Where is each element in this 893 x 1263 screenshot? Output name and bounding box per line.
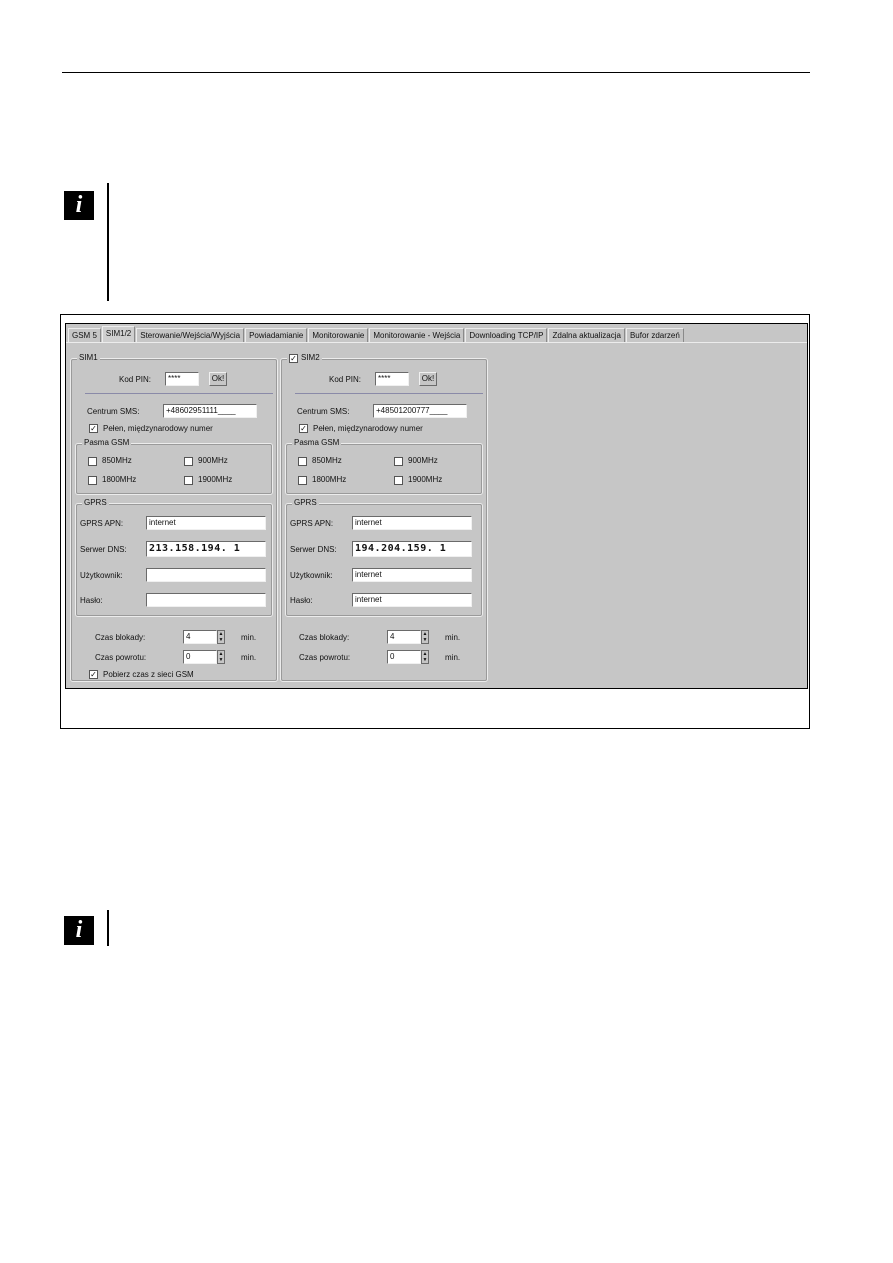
sim2-block-input[interactable]: 4 [387, 630, 421, 644]
sim2-return-spinner[interactable]: ▲ ▼ [422, 651, 428, 663]
sim2-ok-button[interactable]: Ok! [419, 372, 437, 386]
sim1-block-spinner[interactable]: ▲ ▼ [218, 631, 224, 643]
sim1-user-label: Użytkownik: [80, 571, 123, 580]
sim1-user-input[interactable] [146, 568, 266, 582]
sim1-band-1900-checkbox[interactable] [184, 476, 193, 485]
sim2-dns-input[interactable]: 194.204.159. 1 [352, 541, 472, 557]
sim2-band-1800-label: 1800MHz [312, 475, 347, 484]
sim1-block-unit: min. [241, 633, 257, 642]
sim1-band-850-checkbox[interactable] [88, 457, 97, 466]
sim2-band-1800-checkbox[interactable] [298, 476, 307, 485]
tab-powiadamianie[interactable]: Powiadamianie [245, 328, 307, 342]
sim2-return-input[interactable]: 0 [387, 650, 421, 664]
sim1-bands-title: Pasma GSM [84, 438, 130, 447]
sim2-gprs-title: GPRS [294, 498, 317, 507]
sim2-block-label: Czas blokady: [299, 633, 350, 642]
sim1-sms-input[interactable]: +48602951111____ [163, 404, 257, 418]
tab-sterowanie[interactable]: Sterowanie/Wejścia/Wyjścia [136, 328, 244, 342]
tab-monitorowanie[interactable]: Monitorowanie [308, 328, 368, 342]
sim2-bands-title: Pasma GSM [294, 438, 340, 447]
sim1-pass-input[interactable] [146, 593, 266, 607]
sim1-block-label: Czas blokady: [95, 633, 146, 642]
sim1-band-1900-label: 1900MHz [198, 475, 233, 484]
sim2-dns-label: Serwer DNS: [290, 545, 337, 554]
tab-zdalna-aktualizacja[interactable]: Zdalna aktualizacja [548, 328, 624, 342]
sim1-ok-button[interactable]: Ok! [209, 372, 227, 386]
sim2-block-spinner[interactable]: ▲ ▼ [422, 631, 428, 643]
sim2-pin-input[interactable]: **** [375, 372, 409, 386]
info-note-bar [107, 183, 109, 301]
sim1-separator [85, 393, 273, 394]
sim1-pin-label: Kod PIN: [119, 375, 152, 384]
sim2-sms-input[interactable]: +48501200777____ [373, 404, 467, 418]
tab-sim12[interactable]: SIM1/2 [102, 326, 135, 342]
tab-divider [66, 342, 807, 343]
sim2-band-900-checkbox[interactable] [394, 457, 403, 466]
sim1-apn-input[interactable]: internet [146, 516, 266, 530]
sim1-band-900-checkbox[interactable] [184, 457, 193, 466]
screenshot-frame [60, 314, 810, 729]
sim1-title: SIM1 [79, 353, 98, 362]
tab-monitorowanie-wejscia[interactable]: Monitorowanie - Wejścia [369, 328, 464, 342]
sim2-enable-checkbox[interactable]: ✓ [290, 354, 297, 363]
sim2-group [280, 353, 488, 682]
sim1-pass-label: Hasło: [80, 596, 103, 605]
sim2-return-unit: min. [445, 653, 461, 662]
sim2-apn-label: GPRS APN: [290, 519, 334, 528]
sim2-title: SIM2 [287, 353, 322, 363]
sim2-bands-group [285, 438, 483, 495]
sim2-pass-input[interactable]: internet [352, 593, 472, 607]
sim2-gprs-group [285, 498, 483, 617]
sim1-dns-input[interactable]: 213.158.194. 1 [146, 541, 266, 557]
sim1-band-900-label: 900MHz [198, 456, 228, 465]
info-icon-2: i [64, 916, 94, 945]
sim1-sms-label: Centrum SMS: [87, 407, 140, 416]
sim2-band-900-label: 900MHz [408, 456, 438, 465]
sim2-intl-checkbox[interactable]: ✓ [300, 424, 307, 433]
sim2-band-850-checkbox[interactable] [298, 457, 307, 466]
sim2-block-unit: min. [445, 633, 461, 642]
header-rule [62, 72, 810, 73]
sim1-block-input[interactable]: 4 [183, 630, 217, 644]
sim1-gprs-group [75, 498, 273, 617]
sim2-return-label: Czas powrotu: [299, 653, 351, 662]
sim1-band-850-label: 850MHz [102, 456, 132, 465]
sim1-intl-label: Pełen, międzynarodowy numer [103, 424, 213, 433]
sim1-gsm-time-label: Pobierz czas z sieci GSM [103, 670, 194, 679]
sim1-return-label: Czas powrotu: [95, 653, 147, 662]
sim1-band-1800-checkbox[interactable] [88, 476, 97, 485]
sim2-band-1900-label: 1900MHz [408, 475, 443, 484]
sim2-user-input[interactable]: internet [352, 568, 472, 582]
sim1-return-input[interactable]: 0 [183, 650, 217, 664]
info-note-bar-2 [107, 910, 109, 946]
sim2-user-label: Użytkownik: [290, 571, 333, 580]
sim2-band-1900-checkbox[interactable] [394, 476, 403, 485]
sim1-dns-label: Serwer DNS: [80, 545, 127, 554]
sim2-sms-label: Centrum SMS: [297, 407, 350, 416]
sim2-intl-label: Pełen, międzynarodowy numer [313, 424, 423, 433]
info-icon: i [64, 191, 94, 220]
sim1-band-1800-label: 1800MHz [102, 475, 137, 484]
settings-window [65, 323, 808, 689]
sim1-gprs-title: GPRS [84, 498, 107, 507]
tab-bufor-zdarzen[interactable]: Bufor zdarzeń [626, 328, 684, 342]
sim1-return-unit: min. [241, 653, 257, 662]
sim1-return-spinner[interactable]: ▲ ▼ [218, 651, 224, 663]
sim1-bands-group [75, 438, 273, 495]
sim2-separator [295, 393, 483, 394]
sim1-gsm-time-checkbox[interactable]: ✓ [90, 670, 97, 679]
sim2-apn-input[interactable]: internet [352, 516, 472, 530]
sim1-intl-checkbox[interactable]: ✓ [90, 424, 97, 433]
sim2-pass-label: Hasło: [290, 596, 313, 605]
sim1-pin-input[interactable]: **** [165, 372, 199, 386]
tab-gsm5[interactable]: GSM 5 [68, 328, 101, 342]
tab-downloading[interactable]: Downloading TCP/IP [465, 328, 547, 342]
tab-bar [68, 328, 685, 342]
sim2-band-850-label: 850MHz [312, 456, 342, 465]
sim1-apn-label: GPRS APN: [80, 519, 124, 528]
sim1-group [70, 353, 278, 682]
sim2-pin-label: Kod PIN: [329, 375, 362, 384]
